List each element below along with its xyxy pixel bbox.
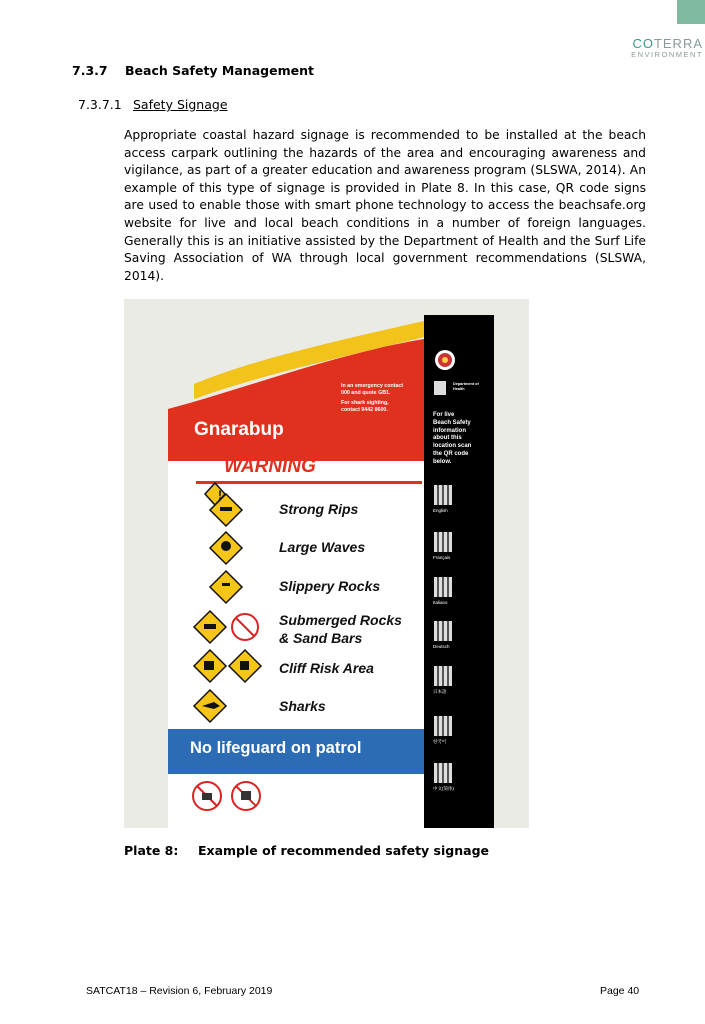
footer-left: SATCAT18 – Revision 6, February 2019 [86, 985, 273, 997]
sign-location: Gnarabup [194, 419, 284, 440]
hazard-cliff-risk: Cliff Risk Area [279, 660, 374, 676]
hazard-sand-bars: & Sand Bars [279, 630, 363, 646]
qr-code-german [434, 621, 452, 641]
sign-emergency-info [341, 383, 403, 413]
caption-label: Plate 8: [124, 843, 179, 858]
shark-line-2: contact 9442 8600. [341, 406, 388, 413]
logo-secondary: ENVIRONMENT [631, 50, 703, 59]
sign-lifeguard: No lifeguard on patrol [190, 739, 362, 757]
hazard-strong-rips: Strong Rips [279, 501, 359, 517]
qr-label-english: English [433, 508, 448, 513]
qr-info-line: For live [433, 412, 455, 418]
qr-info-line: information [433, 427, 466, 434]
health-dept-logo-icon [432, 379, 452, 399]
signage-photo [124, 299, 529, 828]
plate-caption [124, 843, 489, 858]
qr-info-line: below. [433, 458, 452, 465]
section-heading [72, 63, 314, 78]
svg-text:!: ! [218, 488, 222, 502]
section-title: Beach Safety Management [125, 63, 314, 78]
qr-code-french [434, 532, 452, 552]
subsection-heading [78, 97, 228, 112]
qr-label-french: Français [433, 555, 451, 560]
dept-line-2: Health [453, 387, 465, 391]
qr-label-chinese: 中文(简体) [433, 786, 454, 791]
section-number: 7.3.7 [72, 63, 108, 78]
shark-line-1: For shark sighting, [341, 400, 389, 406]
body-paragraph: Appropriate coastal hazard signage is recommended to be installed at the beach access carpark outlining the hazards of the area and encouraging awareness and vigilance, as part of a greater education and awareness program (SLSWA, 2014). An example of this type of signage is provided in Plate 8. In this case, QR code signs are used to enable those with smart phone technology to access the beachsafe.org website for live and local beach conditions in a number of foreign languages. Generally this is an initiative assisted by the Department of Health and the Surf Life Saving Association of WA through local government recommendations (SLSWA, 2014). [124, 128, 646, 283]
qr-label-italian: Italiano [433, 600, 448, 605]
sign-warning: WARNING [224, 456, 316, 477]
qr-code-japanese [434, 666, 452, 686]
qr-info-line: the QR code [433, 450, 469, 457]
qr-info-line: location scan [433, 443, 472, 450]
subsection-title: Safety Signage [133, 97, 228, 112]
qr-code-english [434, 485, 452, 505]
qr-label-korean: 한국어 [433, 739, 447, 744]
subsection-number: 7.3.7.1 [78, 97, 122, 112]
qr-info-line: about this [433, 435, 462, 442]
emergency-line-2: 000 and quote GB1. [341, 389, 391, 396]
qr-label-japanese: 日本語 [433, 689, 447, 694]
dept-line-1: Department of [453, 382, 479, 386]
caption-text: Example of recommended safety signage [198, 843, 489, 858]
logo-primary: COTERRA [632, 36, 703, 51]
qr-label-german: Deutsch [433, 644, 450, 649]
qr-info [433, 412, 471, 467]
dept-label [453, 382, 479, 392]
emergency-line-1: In an emergency contact [341, 383, 404, 389]
footer-page-number: Page 40 [600, 985, 640, 997]
hazard-slippery-rocks: Slippery Rocks [279, 578, 381, 594]
qr-code-italian [434, 577, 452, 597]
qr-strip [424, 315, 494, 828]
hazard-submerged-rocks: Submerged Rocks [279, 612, 402, 628]
qr-code-korean [434, 716, 452, 736]
qr-code-chinese [434, 763, 452, 783]
government-crest-icon [424, 315, 494, 375]
qr-info-line: Beach Safety [433, 419, 471, 426]
hazard-sharks: Sharks [279, 698, 326, 714]
corner-accent [677, 0, 705, 24]
hazard-large-waves: Large Waves [279, 539, 366, 555]
company-logo [631, 36, 703, 59]
